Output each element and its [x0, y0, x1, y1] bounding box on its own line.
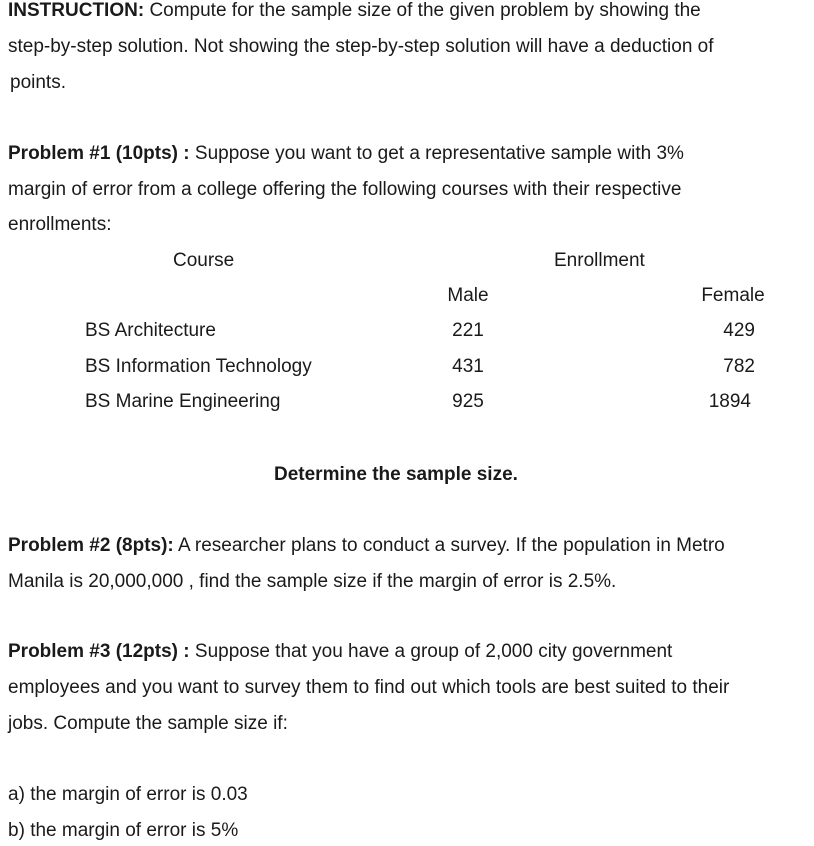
male-cell: 221 [452, 320, 484, 341]
instruction-line-2 [8, 36, 808, 58]
problem2-line-1 [8, 535, 808, 557]
female-cell: 429 [723, 320, 755, 341]
course-cell: BS Marine Engineering [85, 391, 281, 412]
male-header: Male [447, 285, 489, 306]
course-cell: BS Architecture [85, 320, 216, 341]
male-cell: 925 [452, 391, 484, 412]
problem1-label: Problem #1 (10pts) [8, 143, 178, 164]
problem3-line-1 [8, 641, 808, 663]
option-marker: a) [8, 784, 25, 805]
option-text: the margin of error is 0.03 [30, 784, 248, 805]
instruction-line-1 [8, 0, 808, 22]
course-header: Course [173, 250, 235, 271]
female-cell: 782 [723, 356, 755, 377]
problem2-label: Problem #2 (8pts): [8, 535, 174, 556]
problem3-sep: : [183, 641, 190, 662]
problem2-text-1: A researcher plans to conduct a survey. If the population in Metro [178, 535, 725, 556]
instruction-line-3: points. [10, 72, 66, 93]
problem3-label: Problem #3 (12pts) [8, 641, 178, 662]
option-b [8, 820, 238, 842]
problem1-sep: : [183, 143, 190, 164]
problem1-text-1: Suppose you want to get a representative sample with 3% [194, 143, 684, 164]
instruction-text-1: Compute for the sample size of the given problem by showing the [149, 0, 701, 21]
problem1-task: Determine the sample size. [274, 464, 518, 485]
problem3-line-2 [8, 677, 808, 699]
problem3-line-3: jobs. Compute the sample size if: [8, 713, 288, 734]
instruction-label: INSTRUCTION: [8, 0, 145, 21]
female-header: Female [701, 285, 765, 306]
male-cell: 431 [452, 356, 484, 377]
option-text: the margin of error is 5% [30, 820, 239, 841]
female-cell: 1894 [708, 391, 751, 412]
problem1-line-1 [8, 143, 808, 165]
problem1-line-3: enrollments: [8, 214, 112, 235]
course-cell: BS Information Technology [85, 356, 312, 377]
problem2-line-2: Manila is 20,000,000 , find the sample size if the margin of error is 2.5%. [8, 571, 617, 592]
problem1-text-2: margin of error from a college offering the following courses with their respective [8, 179, 682, 200]
option-marker: b) [8, 820, 25, 841]
problem1-line-2 [8, 179, 808, 201]
problem3-text-1: Suppose that you have a group of 2,000 city government [194, 641, 673, 662]
option-a [8, 784, 248, 806]
problem3-text-2: employees and you want to survey them to find out which tools are best suited to their [8, 677, 730, 698]
instruction-text-2: step-by-step solution. Not showing the step-by-step solution will have a deduction of [8, 36, 714, 57]
enrollment-header: Enrollment [554, 250, 645, 271]
